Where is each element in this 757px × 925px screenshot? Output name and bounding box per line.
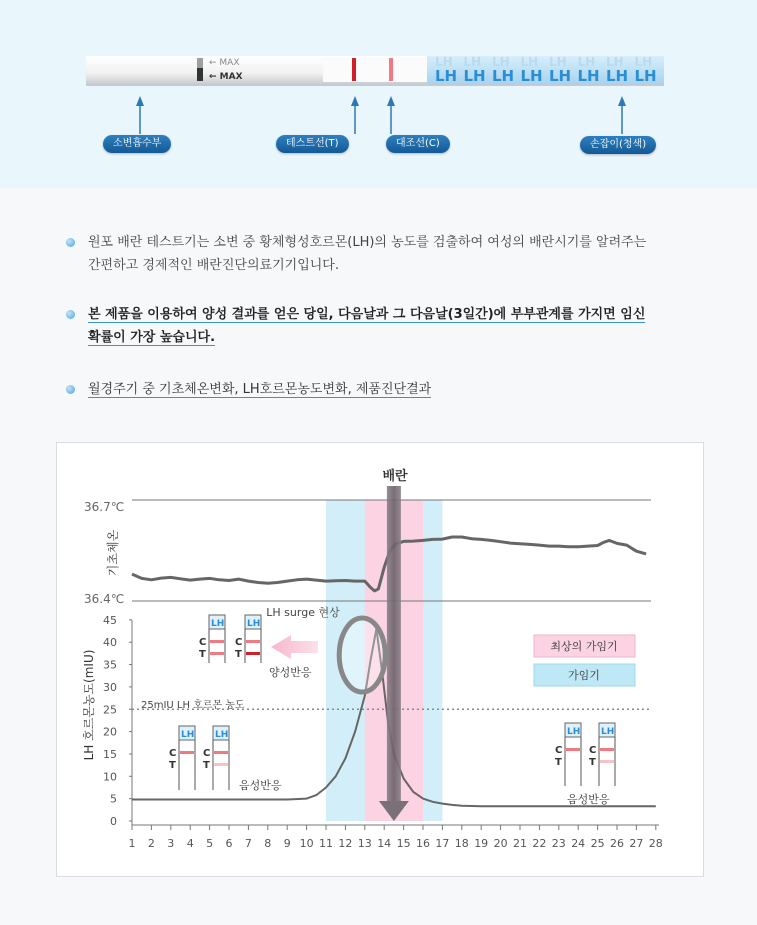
bullet-text: 월경주기 중 기초체온변화, LH호르몬농도변화, 제품진단결과 bbox=[88, 382, 432, 397]
legend-fertile: 가임기 bbox=[568, 669, 600, 682]
y-tick-label: 35 bbox=[103, 658, 117, 672]
lh-logo-text: LH bbox=[577, 55, 596, 69]
y-tick-label: 15 bbox=[103, 747, 117, 761]
x-tick-label: 24 bbox=[571, 837, 586, 850]
x-tick-label: 9 bbox=[283, 837, 291, 850]
ovulation-arrow-shaft bbox=[387, 486, 401, 803]
handle-label: 손잡이(청색) bbox=[580, 136, 656, 154]
lh-logo-text: LH bbox=[606, 67, 629, 85]
x-tick-label: 26 bbox=[610, 837, 624, 850]
bullet-dot-icon bbox=[66, 238, 75, 247]
x-tick-label: 25 bbox=[590, 837, 605, 850]
mini-lh-text: LH bbox=[215, 730, 229, 740]
urine-absorbent-label: 소변흡수부 bbox=[103, 135, 171, 153]
bullet-dot-icon bbox=[66, 310, 75, 319]
mini-test-strip bbox=[203, 726, 229, 790]
mini-lh-text: LH bbox=[601, 727, 615, 737]
lh-logo-text: LH bbox=[520, 55, 539, 69]
threshold-label: 25mIU LH 호르몬 농도 bbox=[141, 700, 245, 711]
ovulation-label: 배란 bbox=[382, 469, 408, 484]
legend-best-fertile: 최상의 가임기 bbox=[550, 640, 618, 653]
lh-logo-text: LH bbox=[520, 67, 543, 85]
x-tick-label: 8 bbox=[264, 837, 272, 850]
mini-lh-text: LH bbox=[247, 619, 261, 629]
test-line bbox=[352, 58, 356, 81]
strip-window bbox=[323, 57, 427, 82]
y-tick-label: 30 bbox=[103, 680, 117, 694]
lh-logo-text: LH bbox=[463, 55, 482, 69]
lh-logo-text: LH bbox=[492, 55, 510, 69]
x-tick-label: 22 bbox=[532, 837, 547, 850]
mini-test-strip bbox=[169, 726, 195, 790]
lh-y-axis-label: LH 호르몬농도(mIU) bbox=[82, 649, 96, 761]
c-label: C bbox=[199, 637, 207, 648]
x-tick-label: 18 bbox=[454, 837, 469, 850]
y-tick-label: 10 bbox=[103, 770, 117, 784]
x-tick-label: 15 bbox=[396, 837, 411, 850]
lh-surge-ellipse bbox=[339, 618, 385, 692]
t-label: T bbox=[589, 757, 596, 768]
mini-test-strip bbox=[199, 615, 225, 663]
mini-lh-text: LH bbox=[211, 619, 225, 629]
t-label: T bbox=[199, 649, 206, 660]
c-label: C bbox=[169, 748, 177, 759]
max-marker-dark-2 bbox=[197, 68, 203, 81]
x-tick-label: 14 bbox=[377, 837, 392, 850]
max-label-2: ← MAX bbox=[209, 72, 243, 82]
mini-lh-text: LH bbox=[181, 730, 195, 740]
c-label: C bbox=[589, 745, 597, 756]
lh-logo-text: LH bbox=[435, 67, 458, 85]
lh-logo-text: LH bbox=[634, 67, 657, 85]
c-label: C bbox=[203, 748, 211, 759]
cycle-chart bbox=[56, 442, 704, 877]
mini-test-strip bbox=[589, 723, 615, 786]
c-label: C bbox=[235, 637, 243, 648]
temp-min-label: 36.4℃ bbox=[84, 592, 125, 606]
t-label: T bbox=[555, 757, 562, 768]
bullet-dot-icon bbox=[66, 385, 75, 394]
t-label: T bbox=[235, 649, 242, 660]
t-label: T bbox=[169, 760, 176, 771]
x-tick-label: 2 bbox=[147, 837, 155, 850]
legend bbox=[534, 635, 635, 686]
control-line-label: 대조선(C) bbox=[386, 135, 450, 153]
y-tick-label: 0 bbox=[110, 815, 117, 828]
x-tick-label: 23 bbox=[551, 837, 566, 850]
mini-test-strip bbox=[555, 723, 581, 786]
x-tick-label: 13 bbox=[357, 837, 372, 850]
negative-label-left: 음성반응 bbox=[239, 779, 282, 792]
mini-lh-text: LH bbox=[567, 727, 581, 737]
x-tick-label: 19 bbox=[474, 837, 489, 850]
y-tick-label: 5 bbox=[110, 792, 117, 806]
temp-max-label: 36.7℃ bbox=[84, 500, 125, 514]
temp-y-axis-label: 기초체온 bbox=[106, 529, 120, 577]
lh-logo-text: LH bbox=[549, 55, 567, 69]
x-tick-label: 21 bbox=[513, 837, 527, 850]
x-tick-label: 1 bbox=[128, 837, 136, 850]
x-tick-label: 12 bbox=[338, 837, 353, 850]
y-tick-label: 40 bbox=[103, 636, 117, 650]
x-tick-label: 28 bbox=[648, 837, 663, 850]
t-label: T bbox=[203, 760, 210, 771]
c-label: C bbox=[555, 745, 563, 756]
max-label-1: ← MAX bbox=[209, 58, 240, 68]
lh-logo-text: LH bbox=[606, 55, 624, 69]
max-marker-dark bbox=[197, 58, 203, 68]
x-tick-label: 20 bbox=[493, 837, 508, 850]
x-tick-label: 16 bbox=[416, 837, 430, 850]
x-tick-label: 6 bbox=[225, 837, 233, 850]
lh-logo-text: LH bbox=[435, 55, 453, 69]
x-tick-label: 17 bbox=[435, 837, 450, 850]
lh-surge-label: LH surge 현상 bbox=[266, 606, 340, 619]
y-tick-label: 45 bbox=[103, 613, 117, 627]
bullet-text: 본 제품을 이용하여 양성 결과를 얻은 당일, 다음날과 그 다음날(3일간)에 부부관계를 가지면 임신 확률이 가장 높습니다. bbox=[88, 307, 646, 345]
positive-label: 양성반응 bbox=[269, 666, 312, 679]
x-tick-label: 11 bbox=[319, 837, 333, 850]
x-tick-label: 5 bbox=[206, 837, 214, 850]
cycle-chart-svg bbox=[57, 443, 703, 876]
test-line-label: 테스트선(T) bbox=[276, 135, 349, 153]
lh-logo-text: LH bbox=[492, 67, 515, 85]
lh-logo-text: LH bbox=[634, 55, 653, 69]
x-tick-label: 7 bbox=[244, 837, 252, 850]
lh-logo-text: LH bbox=[549, 67, 572, 85]
x-tick-label: 27 bbox=[629, 837, 644, 850]
lh-logo-text: LH bbox=[577, 67, 600, 85]
mini-test-strip bbox=[235, 615, 261, 663]
y-tick-label: 20 bbox=[103, 725, 117, 739]
bullet-text: 원포 배란 테스트기는 소변 중 황체형성호르몬(LH)의 농도를 검출하여 여성의 배란시기를 알려주는 간편하고 경제적인 배란진단의료기기입니다. bbox=[88, 235, 647, 273]
x-tick-label: 10 bbox=[299, 837, 314, 850]
lh-logo-text: LH bbox=[463, 67, 486, 85]
x-tick-label: 4 bbox=[186, 837, 194, 850]
negative-label-right: 음성반응 bbox=[567, 793, 610, 806]
control-line bbox=[389, 58, 393, 81]
test-strip-panel bbox=[0, 0, 757, 188]
y-tick-label: 25 bbox=[103, 703, 117, 717]
positive-arrow-icon bbox=[271, 635, 318, 659]
x-tick-label: 3 bbox=[167, 837, 175, 850]
test-strip-illustration bbox=[0, 0, 757, 188]
